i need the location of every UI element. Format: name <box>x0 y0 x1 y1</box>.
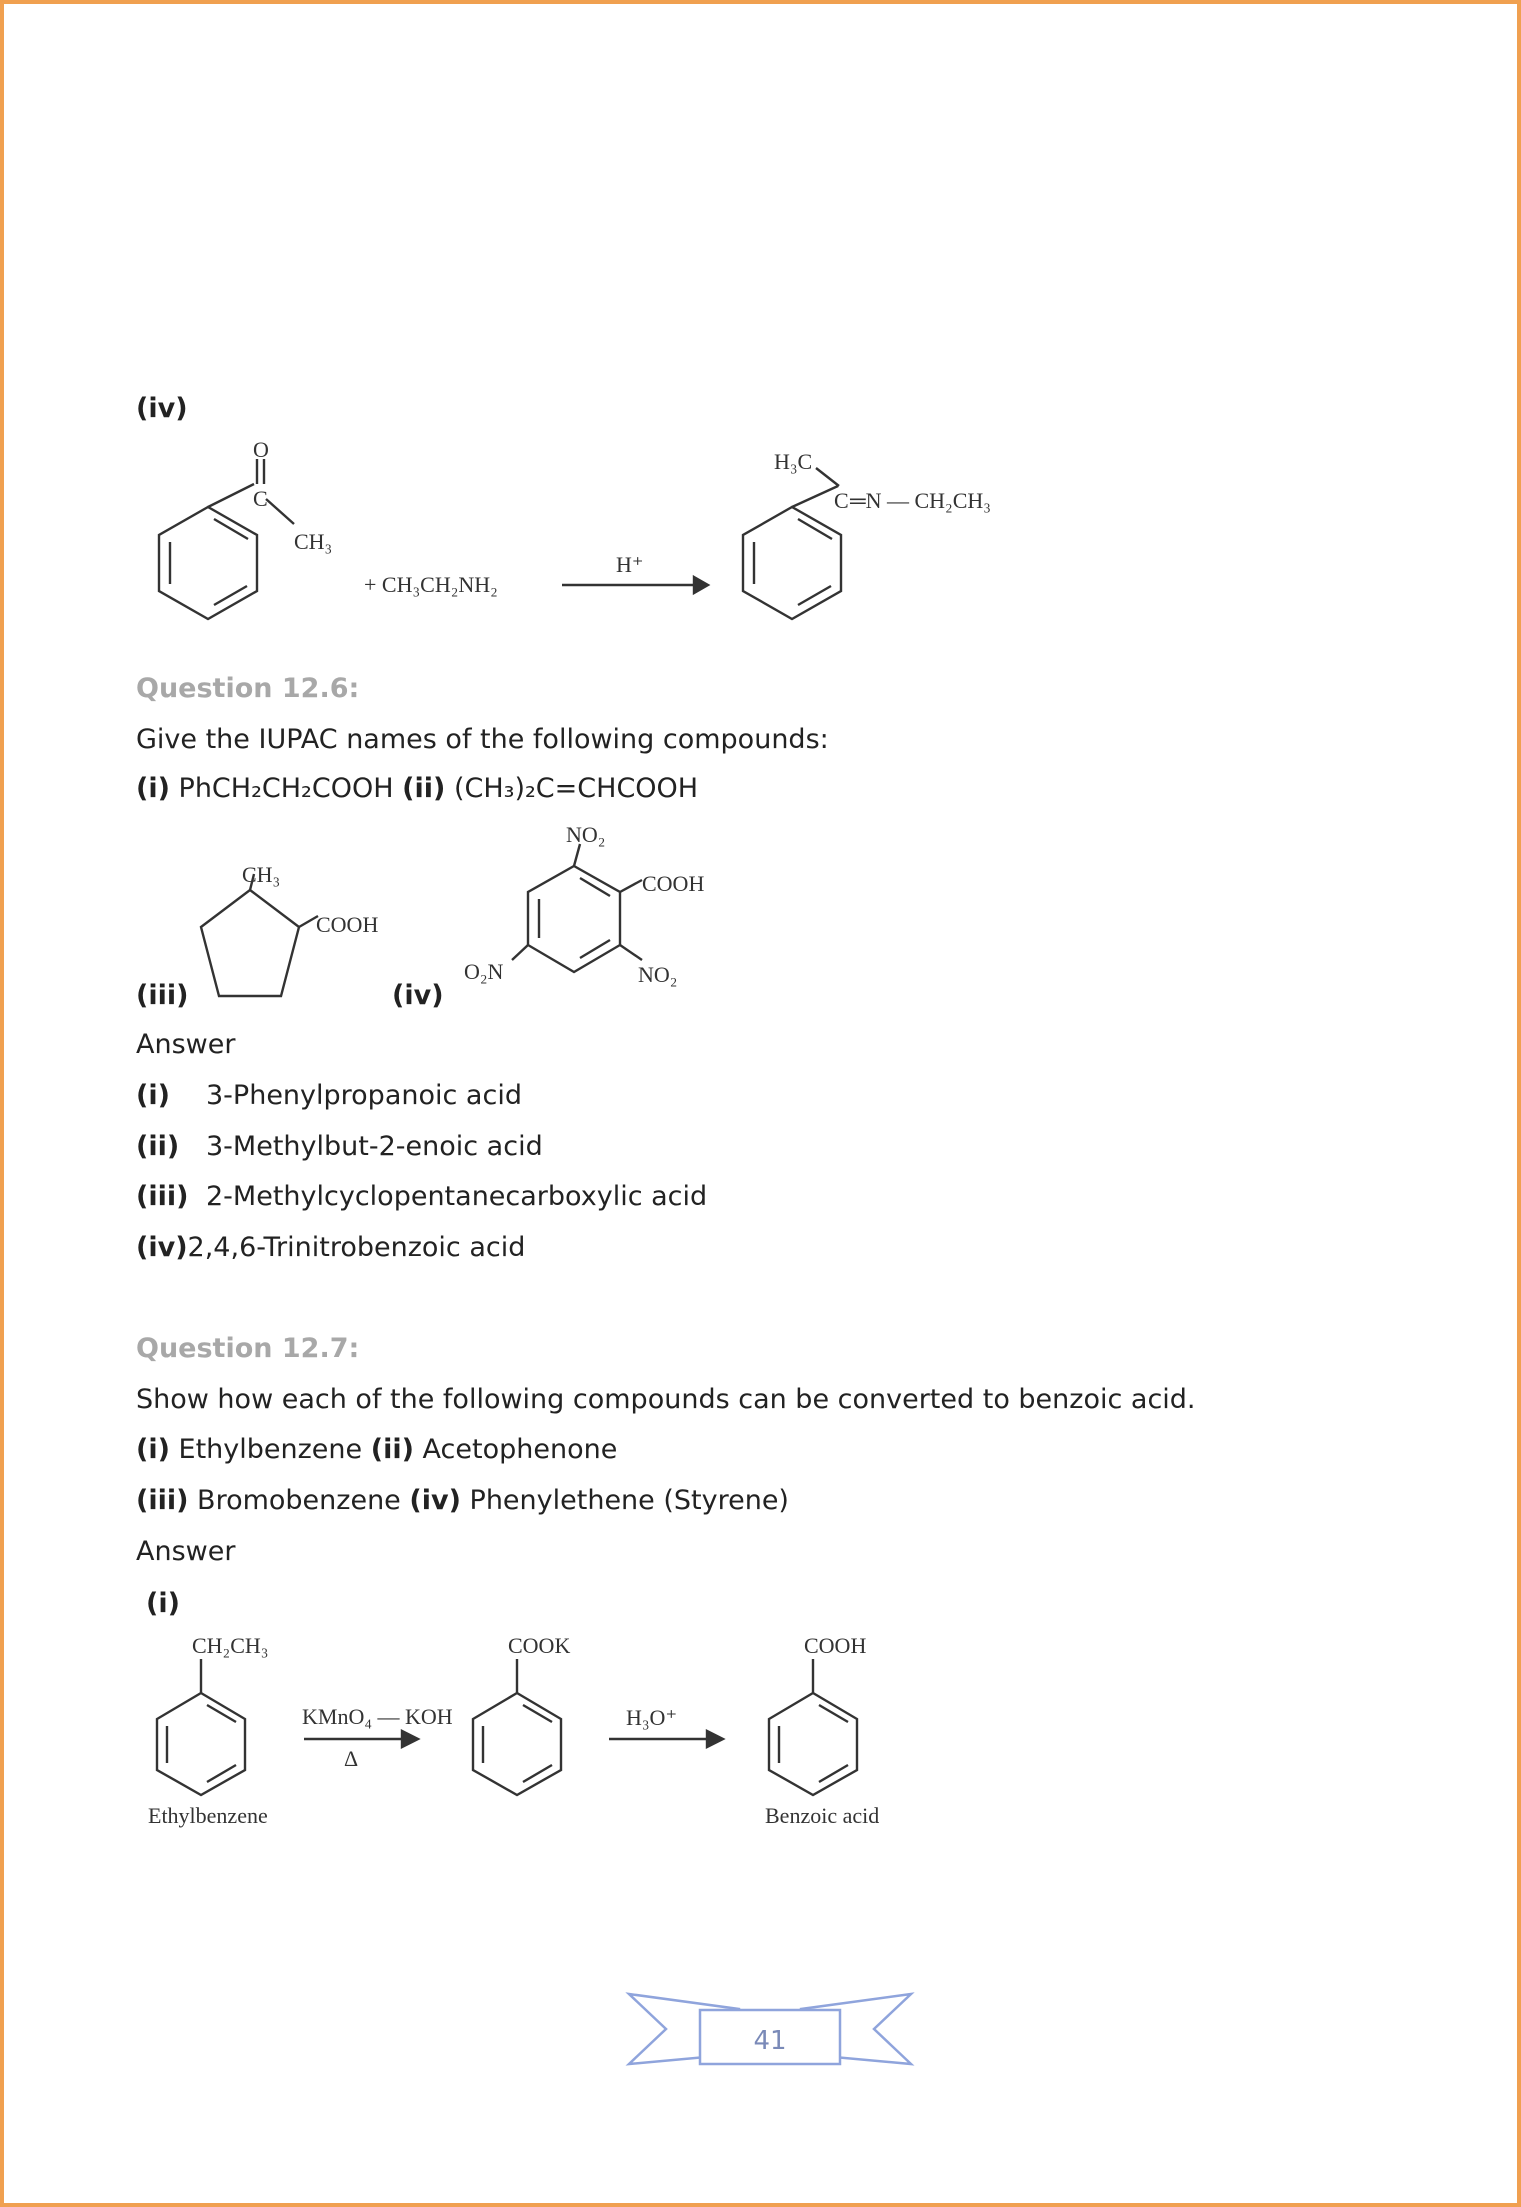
benzene-ring-trinitro <box>528 866 620 972</box>
iv-left-nitro-label: O₂N <box>464 959 504 984</box>
mid-group-label: COOK <box>508 1633 571 1658</box>
item-formula: (CH₃)₂C=CHCOOH <box>453 773 699 804</box>
question-12-6-title: Question 12.6: <box>136 673 360 704</box>
item-text: Phenylethene (Styrene) <box>469 1485 789 1516</box>
start-name-label: Ethylbenzene <box>148 1803 268 1828</box>
answer-item <box>136 1180 707 1214</box>
question-12-7-prompt: Show how each of the following compounds can be converted to benzoic acid. <box>136 1384 1196 1415</box>
question-12-6-items-i-ii <box>136 772 698 806</box>
carbon-label: C <box>253 486 268 511</box>
condition1-label: Δ <box>344 1746 359 1771</box>
answer-number: (ii) <box>136 1131 180 1162</box>
item-formula: PhCH₂CH₂COOH <box>178 773 394 804</box>
iv-top-nitro-label: NO₂ <box>566 822 606 847</box>
answer-text: 2,4,6-Trinitrobenzoic acid <box>187 1232 526 1263</box>
item-label: (iii) <box>136 1485 189 1516</box>
question-12-6-prompt: Give the IUPAC names of the following compounds: <box>136 724 829 755</box>
answer-i-label: (i) <box>146 1588 180 1619</box>
iii-acid-label: COOH <box>316 912 379 937</box>
benzene-ring-product <box>743 507 841 619</box>
reagent2-label: H₃O⁺ <box>626 1705 678 1730</box>
methyl-label: CH₃ <box>294 529 333 554</box>
end-name-label: Benzoic acid <box>765 1803 880 1828</box>
question-12-7-title: Question 12.7: <box>136 1333 360 1364</box>
item-iii-label: (iii) <box>136 980 189 1011</box>
answer-item <box>136 1079 522 1113</box>
answer-number: (iii) <box>136 1181 189 1212</box>
reagent1-label: KMnO₄ — KOH <box>302 1704 453 1729</box>
answer-item <box>136 1130 543 1164</box>
item-text: Bromobenzene <box>197 1485 401 1516</box>
item-label: (i) <box>136 1434 170 1465</box>
catalyst-label: H⁺ <box>616 552 644 577</box>
question-12-7-items-i-ii <box>136 1433 617 1467</box>
iv-acid-label: COOH <box>642 871 705 896</box>
answer-text: 3-Phenylpropanoic acid <box>206 1080 522 1111</box>
answer-text: 2-Methylcyclopentanecarboxylic acid <box>206 1181 708 1212</box>
item-label: (i) <box>136 773 170 804</box>
end-group-label: COOH <box>804 1633 867 1658</box>
iv-right-nitro-label: NO₂ <box>638 962 678 987</box>
start-group-label: CH₂CH₃ <box>192 1633 269 1658</box>
oxygen-label: O <box>253 437 269 462</box>
item-iv-label: (iv) <box>392 980 444 1011</box>
answer-label: Answer <box>136 1536 236 1567</box>
benzene-ring-ethylbenzene <box>157 1693 245 1795</box>
answer-number: (i) <box>136 1080 170 1111</box>
product-chain-label: ═N — CH₂CH₃ <box>850 488 991 513</box>
question-12-7-items-iii-iv <box>136 1484 789 1518</box>
item-label: (iv) <box>409 1485 461 1516</box>
item-label: (ii) <box>370 1434 414 1465</box>
part-iv-label: (iv) <box>136 393 188 424</box>
product-methyl-label: H₃C <box>774 449 813 474</box>
benzene-ring-potassium-benzoate <box>473 1693 561 1795</box>
benzene-ring-benzoic-acid <box>769 1693 857 1795</box>
item-text: Ethylbenzene <box>178 1434 363 1465</box>
cyclopentane-ring <box>201 890 299 996</box>
answer-label: Answer <box>136 1029 236 1060</box>
item-text: Acetophenone <box>422 1434 618 1465</box>
product-carbon-label: C <box>834 488 849 513</box>
answer-text: 3-Methylbut-2-enoic acid <box>206 1131 543 1162</box>
item-label: (ii) <box>402 773 446 804</box>
answer-item <box>136 1231 525 1265</box>
iii-methyl-label: CH₃ <box>242 862 281 887</box>
answer-number: (iv) <box>136 1232 188 1263</box>
reagent-label: + CH₃CH₂NH₂ <box>364 572 498 597</box>
page-number: 41 <box>753 2026 787 2056</box>
benzene-ring-acetophenone <box>159 507 257 619</box>
